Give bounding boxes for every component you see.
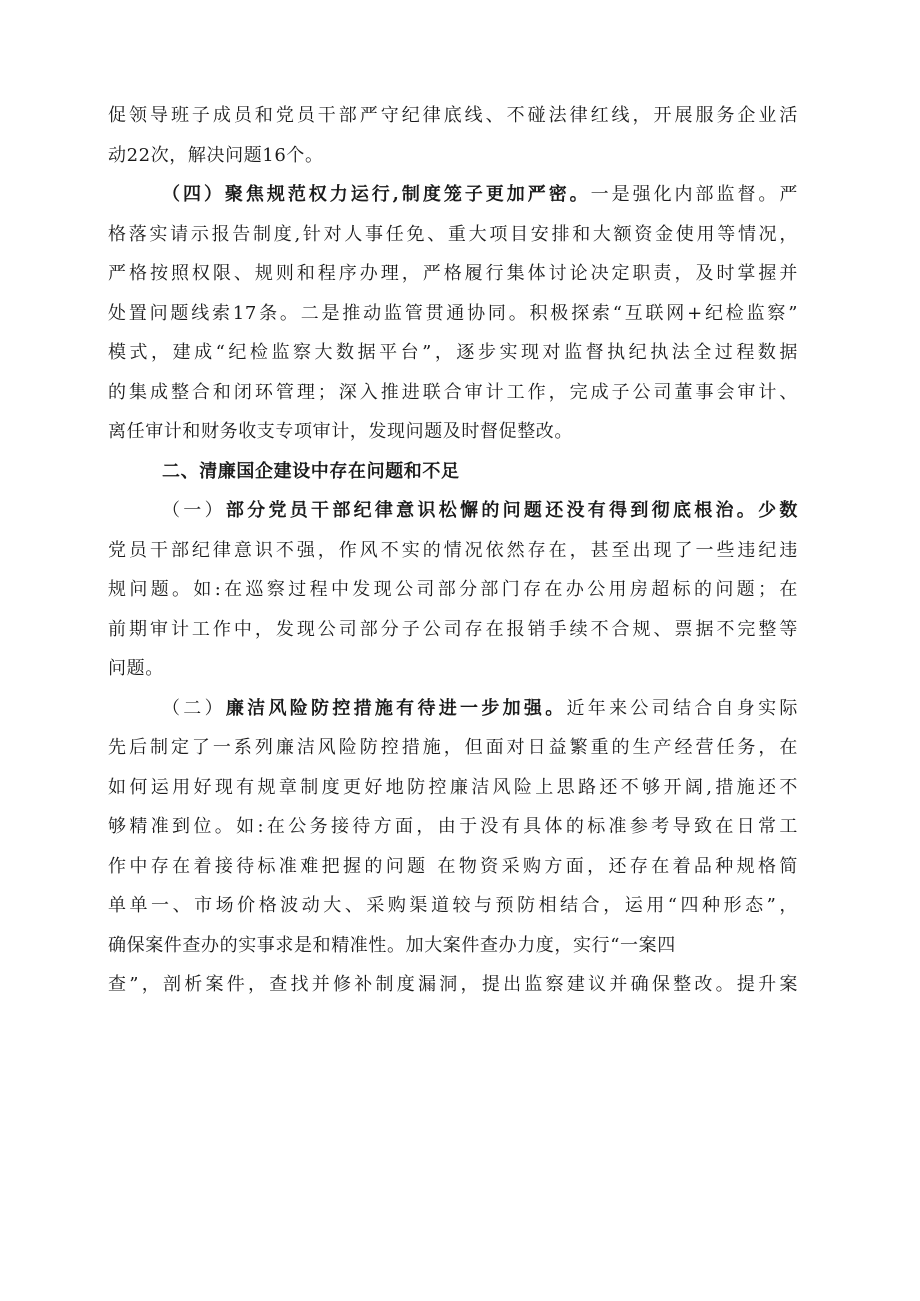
paragraph-line: 查”，剖析案件，查找并修补制度漏洞，提出监察建议并确保整改。提升案 — [108, 974, 798, 995]
item-four-heading: （四）聚焦规范权力运行,制度笼子更加严密。 — [162, 184, 591, 205]
paragraph-line: 处置问题线索17条。二是推动监管贯通协同。积极探索“互联网+纪检监察” — [108, 302, 798, 324]
paragraph-line: 离任审计和财务收支专项审计，发现问题及时督促整改。 — [108, 421, 573, 442]
item-four-lead: 一是强化内部监督。严 — [590, 184, 798, 205]
item-two-lead: 近年来公司结合自身实际 — [566, 697, 798, 719]
paragraph-line: 如何运用好现有规章制度更好地防控廉洁风险上思路还不够开阔,措施还不 — [108, 776, 798, 798]
paragraph-line: 格落实请示报告制度,针对人事任免、重大项目安排和大额资金使用等情况， — [108, 223, 798, 245]
paragraph-line: 确保案件查办的实事求是和精准性。加大案件查办力度，实行“一案四 — [108, 934, 676, 956]
paragraph-line: 严格按照权限、规则和程序办理，严格履行集体讨论决定职责，及时掌握并 — [108, 263, 798, 284]
paragraph-line: 促领导班子成员和党员干部严守纪律底线、不碰法律红线，开展服务企业活 — [108, 105, 798, 126]
paragraph-line: 作中存在着接待标准难把握的问题 在物资采购方面，还存在着品种规格简 — [108, 855, 798, 877]
item-four-first-line — [108, 175, 798, 215]
item-two-first-line — [108, 689, 798, 729]
paragraph-line: 够精准到位。如:在公务接待方面，由于没有具体的标准参考导致在日常工 — [108, 816, 798, 837]
item-one-first-line — [108, 491, 798, 531]
item-one-heading: 部分党员干部纪律意识松懈的问题还没有得到彻底根治。少数 — [225, 500, 798, 521]
paragraph-line: 动22次，解决问题16个。 — [108, 144, 324, 166]
paragraph-line: 模式，建成“纪检监察大数据平台”，逐步实现对监督执纪执法全过程数据 — [108, 342, 798, 363]
paragraph-line: 前期审计工作中，发现公司部分子公司存在报销手续不合规、票据不完整等 — [108, 618, 798, 640]
document-page — [108, 96, 798, 1005]
item-one-prefix: （一） — [162, 500, 226, 521]
paragraph-line: 的集成整合和闭环管理；深入推进联合审计工作，完成子公司董事会审计、 — [108, 381, 798, 403]
item-two-heading: 廉洁风险防控措施有待进一步加强。 — [225, 697, 567, 719]
section-two-title: 二、清廉国企建设中存在问题和不足 — [162, 460, 460, 482]
item-two-prefix: （二） — [162, 697, 226, 719]
paragraph-line: 问题。 — [108, 658, 164, 679]
paragraph-line: 单单一、市场价格波动大、采购渠道较与预防相结合，运用“四种形态”， — [108, 895, 798, 916]
paragraph-line: 先后制定了一系列廉洁风险防控措施，但面对日益繁重的生产经营任务，在 — [108, 737, 798, 758]
paragraph-line: 规问题。如:在巡察过程中发现公司部分部门存在办公用房超标的问题；在 — [108, 579, 798, 600]
paragraph-line: 党员干部纪律意识不强，作风不实的情况依然存在，甚至出现了一些违纪违 — [108, 539, 798, 561]
